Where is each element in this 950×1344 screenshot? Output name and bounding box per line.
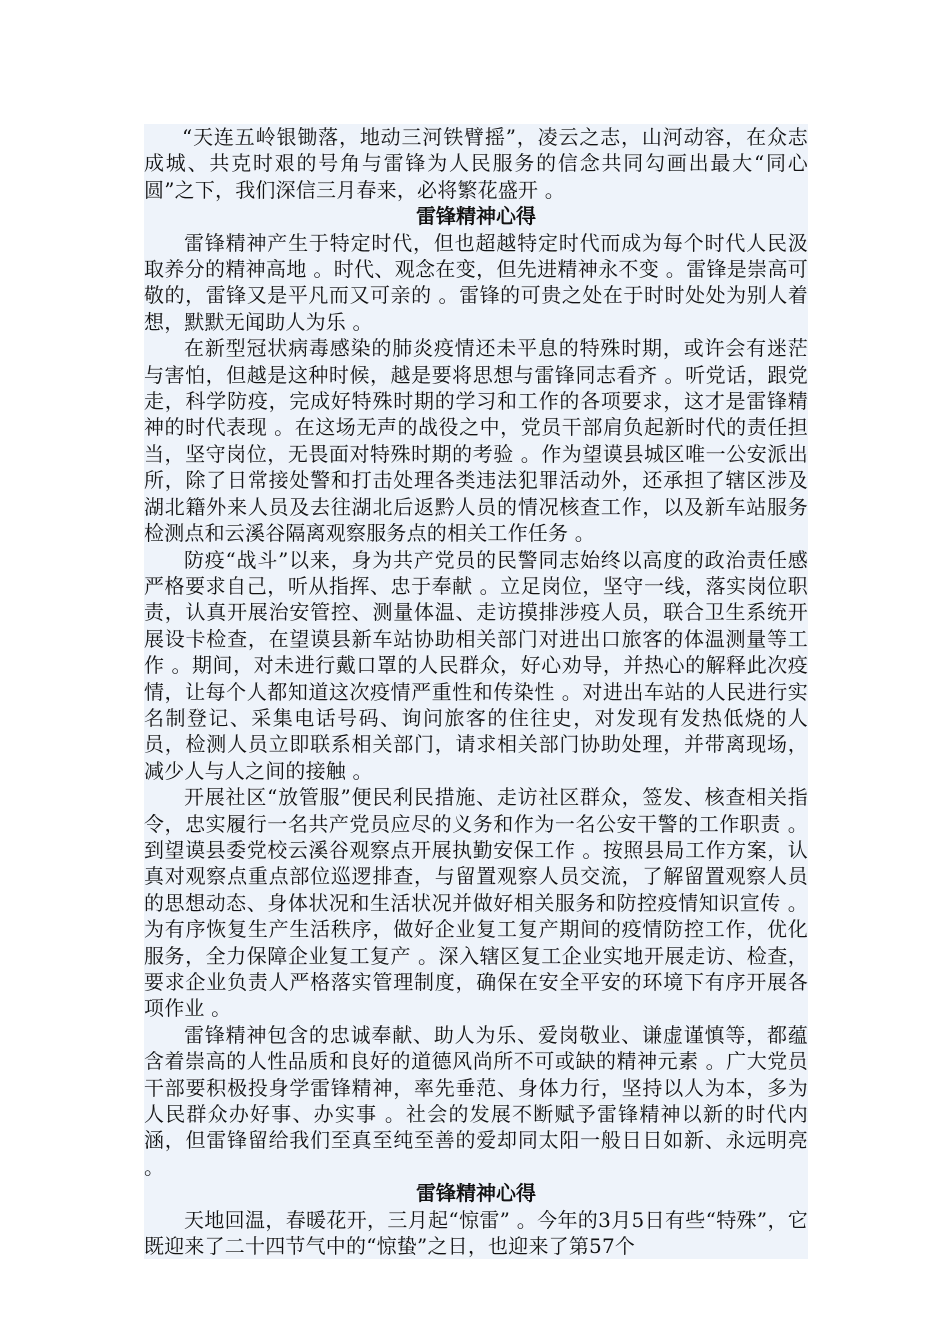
section1-paragraph-3: 防疫“战斗”以来，身为共产党员的民警同志始终以高度的政治责任感严格要求自己，听从指挥、忠于奉献 。立足岗位，坚守一线，落实岗位职责，认真开展治安管控、测量体温、走访摸排涉疫人员，联合卫生系统开展设卡检查，在望谟县新车站协助相关部门对进出口旅客的体温测量等工作 。期间，对未进行戴口罩的人民群众，好心劝导，并热心的解释此次疫情，让每个人都知道这次疫情严重性和传染性 。对进出车站的人民进行实名制登记、采集电话号码、询问旅客的住往史，对发现有发热低烧的人员，检测人员立即联系相关部门，请求相关部门协助处理，并带离现场，减少人与人之间的接触 。 (144, 547, 808, 783)
section2-paragraph-1: 天地回温，春暖花开，三月起“惊雷” 。今年的3月5日有些“特殊”，它既迎来了二十四节气中的“惊蛰”之日，也迎来了第57个 (144, 1207, 808, 1259)
section1-paragraph-1: 雷锋精神产生于特定时代，但也超越特定时代而成为每个时代人民汲取养分的精神高地 。时代、观念在变，但先进精神永不变 。雷锋是崇高可敬的，雷锋又是平凡而又可亲的 。雷锋的可贵之处在于时时处处为别人着想，默默无闻助人为乐 。 (144, 230, 808, 334)
section1-paragraph-2: 在新型冠状病毒感染的肺炎疫情还未平息的特殊时期，或许会有迷茫与害怕，但越是这种时候，越是要将思想与雷锋同志看齐 。听党话，跟党走，科学防疫，完成好特殊时期的学习和工作的各项要求，这才是雷锋精神的时代表现 。在这场无声的战役之中，党员干部肩负起新时代的责任担当，坚守岗位，无畏面对特殊时期的考验 。作为望谟县城区唯一公安派出所，除了日常接处警和打击处理各类违法犯罪活动外，还承担了辖区涉及湖北籍外来人员及去往湖北后返黔人员的情况核查工作，以及新车站服务检测点和云溪谷隔离观察服务点的相关工作任务 。 (144, 336, 808, 546)
document-body (144, 124, 808, 1259)
section-title-1: 雷锋精神心得 (144, 203, 808, 229)
intro-paragraph: “天连五岭银锄落，地动三河铁臂摇”，凌云之志，山河动容，在众志成城、共克时艰的号角与雷锋为人民服务的信念共同勾画出最大“同心圆”之下，我们深信三月春来，必将繁花盛开 。 (144, 125, 808, 202)
section-title-2: 雷锋精神心得 (144, 1180, 808, 1206)
section1-paragraph-5: 雷锋精神包含的忠诚奉献、助人为乐、爱岗敬业、谦虚谨慎等，都蕴含着崇高的人性品质和良好的道德风尚所不可或缺的精神元素 。广大党员干部要积极投身学雷锋精神，率先垂范、身体力行，坚持以人为本，多为人民群众办好事、办实事 。社会的发展不断赋予雷锋精神以新的时代内涵，但雷锋留给我们至真至纯至善的爱却同太阳一般日日如新、永远明亮 。 (144, 1022, 808, 1179)
section1-paragraph-4: 开展社区“放管服”便民利民措施、走访社区群众，签发、核查相关指令，忠实履行一名共产党员应尽的义务和作为一名公安干警的工作职责 。到望谟县委党校云溪谷观察点开展执勤安保工作 。按照县局工作方案，认真对观察点重点部位巡逻排查，与留置观察人员交流，了解留置观察人员的思想动态、身体状况和生活状况并做好相关服务和防控疫情知识宣传 。为有序恢复生产生活秩序，做好企业复工复产期间的疫情防控工作，优化服务，全力保障企业复工复产 。深入辖区复工企业实地开展走访、检查，要求企业负责人严格落实管理制度，确保在安全平安的环境下有序开展各项作业 。 (144, 785, 808, 1021)
